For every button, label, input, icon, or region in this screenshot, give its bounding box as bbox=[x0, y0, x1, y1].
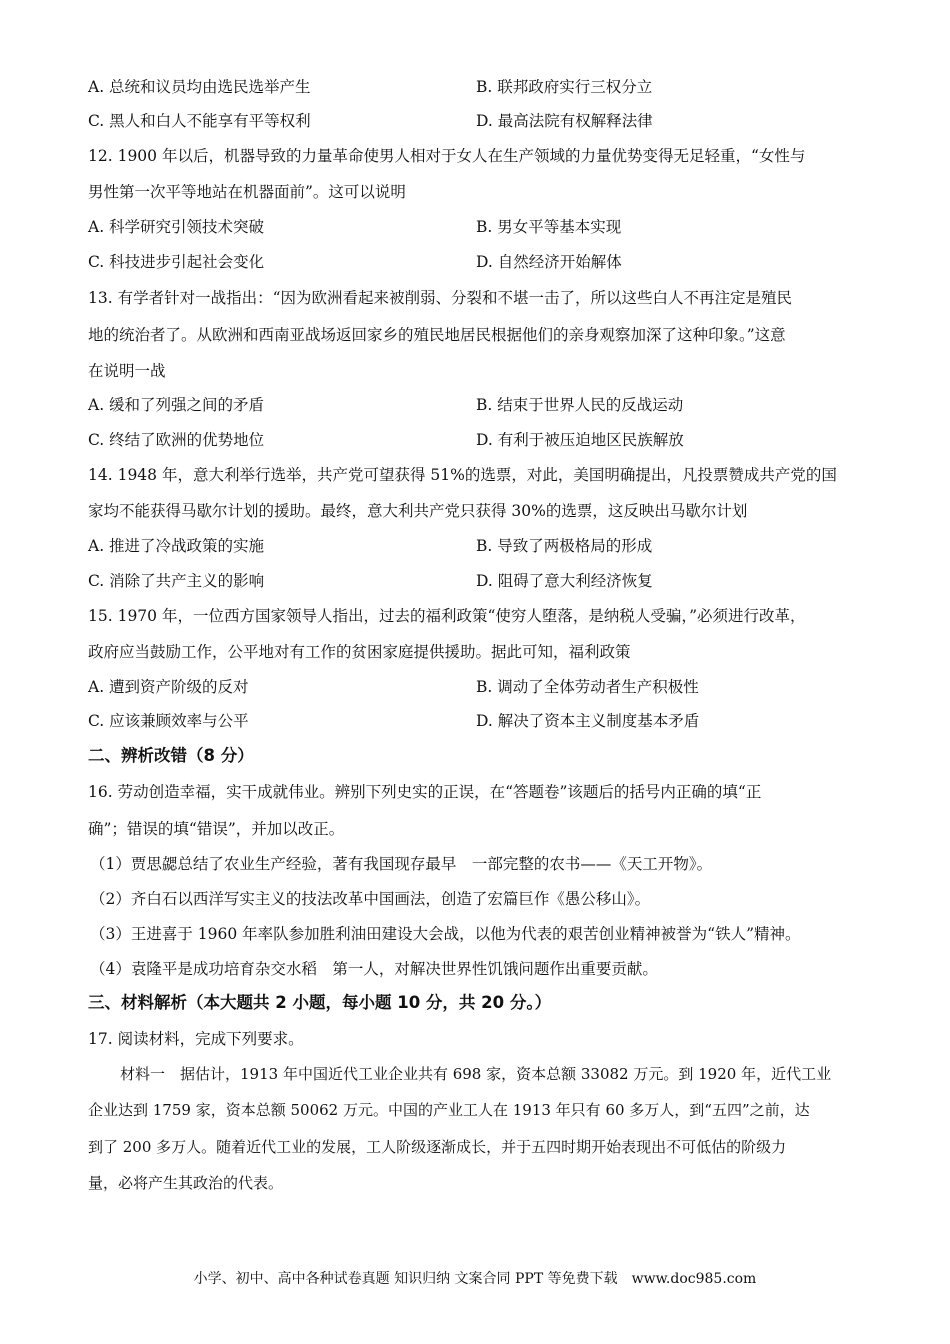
q16-item-1: （1）贾思勰总结了农业生产经验，著有我国现存最早 一部完整的农书——《天工开物》。 bbox=[90, 855, 713, 873]
q14-option-a: A. 推进了冷战政策的实施 bbox=[88, 537, 265, 555]
q12-option-b: B. 男女平等基本实现 bbox=[476, 218, 622, 236]
q12-stem-line2: 男性第一次平等地站在机器面前”。这可以说明 bbox=[88, 183, 406, 201]
q15-option-c: C. 应该兼顾效率与公平 bbox=[88, 712, 249, 730]
page-footer: 小学、初中、高中各种试卷真题 知识归纳 文案合同 PPT 等免费下载 www.doc985.com bbox=[193, 1271, 757, 1287]
q13-stem-line2: 地的统治者了。从欧洲和西南亚战场返回家乡的殖民地居民根据他们的亲身观察加深了这种印象。”这意 bbox=[88, 326, 786, 344]
material1-line3: 到了 200 多万人。随着近代工业的发展，工人阶级逐渐成长，并于五四时期开始表现出不可低估的阶级力 bbox=[88, 1138, 787, 1156]
q12-option-d: D. 自然经济开始解体 bbox=[476, 253, 622, 271]
q14-option-d: D. 阻碍了意大利经济恢复 bbox=[476, 572, 653, 590]
q16-item-4: （4）袁隆平是成功培育杂交水稻 第一人，对解决世界性饥饿问题作出重要贡献。 bbox=[90, 960, 658, 978]
material1-line4: 量，必将产生其政治的代表。 bbox=[88, 1174, 284, 1192]
section2-title: 二、辨析改错（8 分） bbox=[88, 746, 254, 765]
q15-option-b: B. 调动了全体劳动者生产积极性 bbox=[476, 678, 699, 696]
q14-option-b: B. 导致了两极格局的形成 bbox=[476, 537, 653, 555]
q14-option-c: C. 消除了共产主义的影响 bbox=[88, 572, 265, 590]
q12-stem-line1: 12. 1900 年以后，机器导致的力量革命使男人相对于女人在生产领域的力量优势变得无足轻重，“女性与 bbox=[88, 147, 806, 165]
q13-option-c: C. 终结了欧洲的优势地位 bbox=[88, 431, 265, 449]
q13-stem-line3: 在说明一战 bbox=[88, 362, 166, 380]
section3-title: 三、材料解析（本大题共 2 小题，每小题 10 分，共 20 分。） bbox=[88, 993, 552, 1012]
q13-option-d: D. 有利于被压迫地区民族解放 bbox=[476, 431, 684, 449]
q16-stem-line2: 确”；错误的填“错误”，并加以改正。 bbox=[88, 820, 345, 838]
q11-option-a: A. 总统和议员均由选民选举产生 bbox=[88, 78, 311, 96]
q15-stem-line2: 政府应当鼓励工作，公平地对有工作的贫困家庭提供援助。据此可知，福利政策 bbox=[88, 643, 631, 661]
material1-line1: 材料一 据估计，1913 年中国近代工业企业共有 698 家，资本总额 33082 万元。到 1920 年，近代工业 bbox=[120, 1065, 832, 1083]
q12-option-c: C. 科技进步引起社会变化 bbox=[88, 253, 265, 271]
material1-line2: 企业达到 1759 家，资本总额 50062 万元。中国的产业工人在 1913 年只有 60 多万人，到“五四”之前，达 bbox=[88, 1101, 810, 1119]
q15-stem-line1: 15. 1970 年，一位西方国家领导人指出，过去的福利政策“使穷人堕落，是纳税人受骗，”必须进行改革， bbox=[88, 607, 806, 625]
q14-stem-line1: 14. 1948 年，意大利举行选举，共产党可望获得 51%的选票，对此，美国明确提出，凡投票赞成共产党的国 bbox=[88, 466, 837, 484]
q12-option-a: A. 科学研究引领技术突破 bbox=[88, 218, 265, 236]
q16-item-2: （2）齐白石以西洋写实主义的技法改革中国画法，创造了宏篇巨作《愚公移山》。 bbox=[90, 890, 651, 908]
q11-option-c: C. 黑人和白人不能享有平等权利 bbox=[88, 112, 311, 130]
q17-stem: 17. 阅读材料，完成下列要求。 bbox=[88, 1030, 304, 1048]
q15-option-d: D. 解决了资本主义制度基本矛盾 bbox=[476, 712, 700, 730]
q11-option-b: B. 联邦政府实行三权分立 bbox=[476, 78, 653, 96]
q15-option-a: A. 遭到资产阶级的反对 bbox=[88, 678, 249, 696]
q16-stem-line1: 16. 劳动创造幸福，实干成就伟业。辨别下列史实的正误，在“答题卷”该题后的括号内正确的填“正 bbox=[88, 783, 762, 801]
q13-option-b: B. 结束于世界人民的反战运动 bbox=[476, 396, 684, 414]
q16-item-3: （3）王进喜于 1960 年率队参加胜利油田建设大会战，以他为代表的艰苦创业精神被誉为“铁人”精神。 bbox=[90, 925, 801, 943]
q14-stem-line2: 家均不能获得马歇尔计划的援助。最终，意大利共产党只获得 30%的选票，这反映出马歇尔计划 bbox=[88, 502, 748, 520]
q13-option-a: A. 缓和了列强之间的矛盾 bbox=[88, 396, 265, 414]
q11-option-d: D. 最高法院有权解释法律 bbox=[476, 112, 653, 130]
q13-stem-line1: 13. 有学者针对一战指出：“因为欧洲看起来被削弱、分裂和不堪一击了，所以这些白人不再注定是殖民 bbox=[88, 289, 793, 307]
